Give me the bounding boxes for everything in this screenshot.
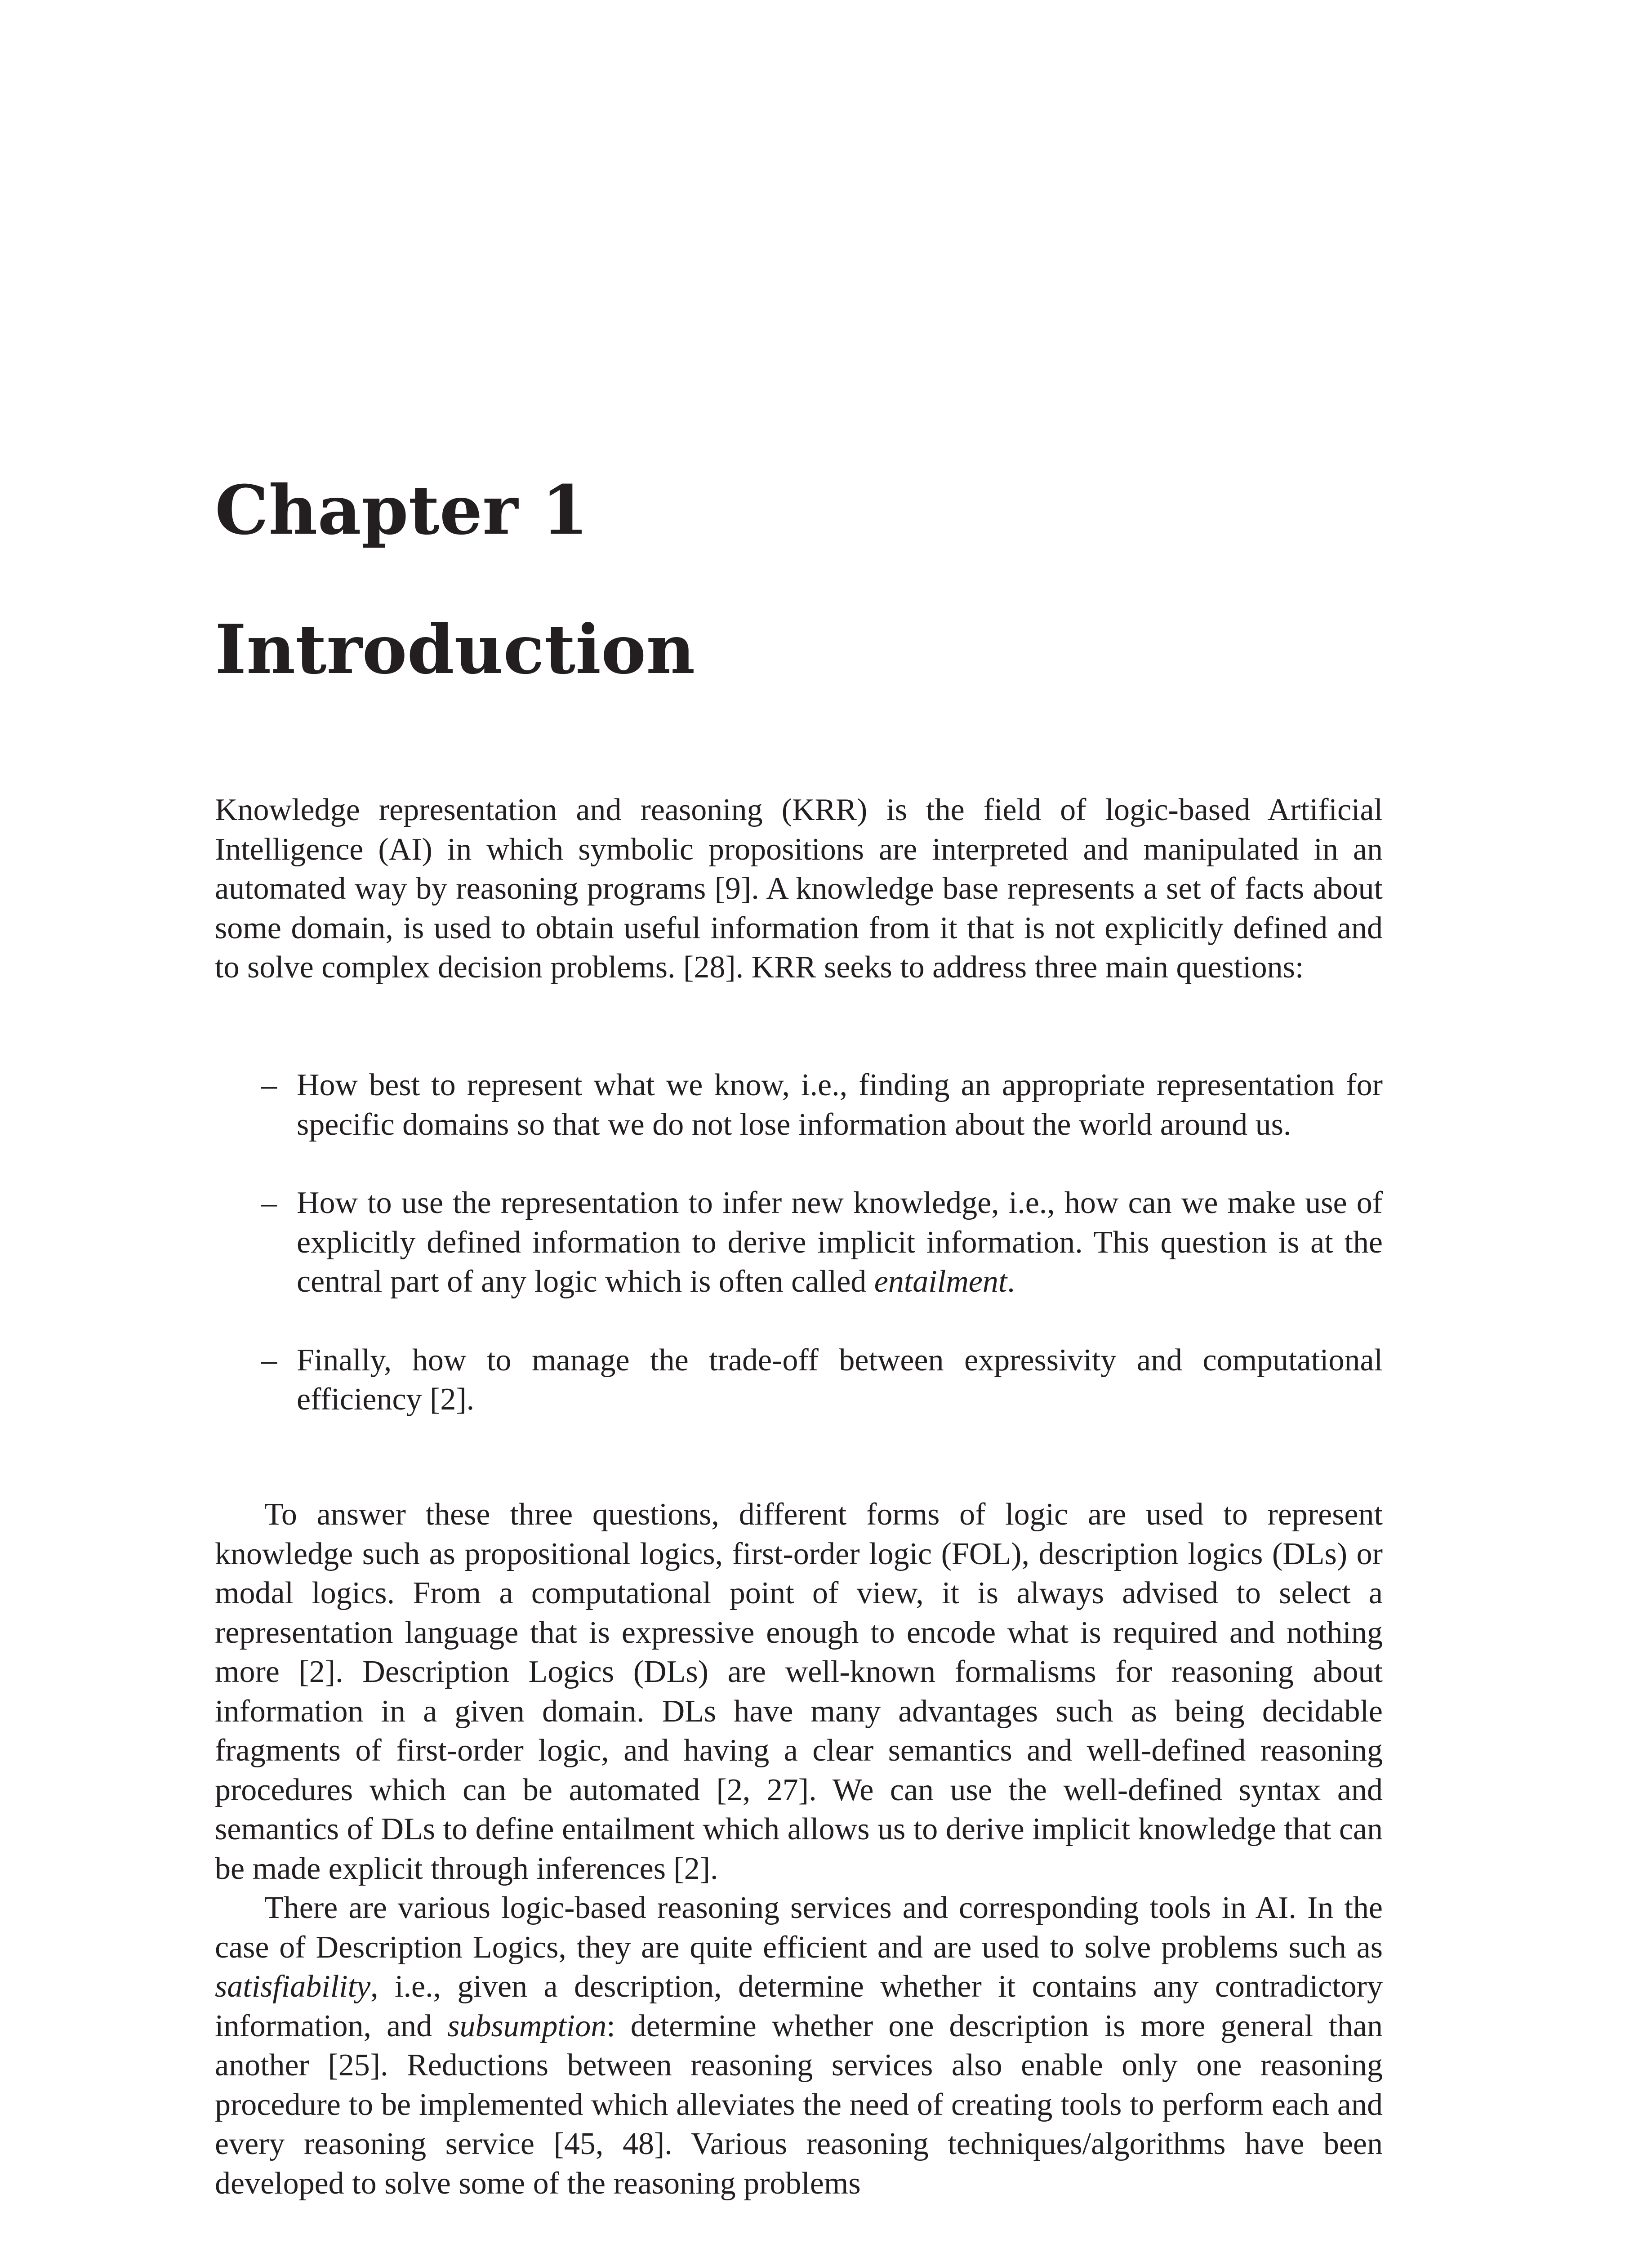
dash-marker: – [261, 1343, 277, 1378]
dash-marker: – [261, 1068, 277, 1102]
list-item-text: How best to represent what we know, i.e., finding an appropriate representation for specific domains so that we do not lose information about the world around us. [297, 1068, 1383, 1142]
intro-paragraph: Knowledge representation and reasoning (KRR) is the field of logic-based Artificial Intelligence (AI) in which symbolic propositions are interpreted and manipulated in an automated way by reasoning programs [9]. A knowledge base represents a set of facts about some domain, is used to obtain useful information from it that is not explicitly defined and to solve complex decision problems. [28]. KRR seeks to address three main questions: [215, 793, 1383, 985]
list-item [215, 1183, 1383, 1302]
question-list [215, 1066, 1383, 1459]
paragraph-text: , i.e., given a description, determine whether it contains any contradictory information, and [215, 1969, 1383, 2043]
intro-section [215, 790, 1383, 987]
paragraph-text: There are various logic-based reasoning services and corresponding tools in AI. In the case of Description Logics, they are quite efficient and are used to solve problems such as [215, 1891, 1383, 1965]
paragraph-3 [215, 1888, 1383, 2203]
list-item [215, 1066, 1383, 1144]
chapter-title: Introduction [215, 610, 695, 689]
list-item-text: Finally, how to manage the trade-off between expressivity and computational efficiency [2]. [297, 1343, 1383, 1417]
emphasized-term: subsumption [447, 2008, 607, 2043]
list-item [215, 1341, 1383, 1419]
chapter-label: Chapter 1 [215, 471, 588, 550]
emphasized-term: satisfiability [215, 1969, 371, 2004]
list-item-text-end: . [1007, 1264, 1015, 1299]
list-item-text: How to use the representation to infer new knowledge, i.e., how can we make use of explicitly defined information to derive implicit information. This question is at the central part of any logic which is often called [297, 1186, 1383, 1299]
emphasized-term: entailment [874, 1264, 1007, 1299]
paragraph-text: : determine whether one description is more general than another [25]. Reductions between reasoning services also enable only one reasoning procedure to be implemented which alleviates the need of creating tools to perform each and every reasoning service [45, 48]. Various reasoning techniques/algorithms have been developed to solve some of the reasoning problems [215, 2008, 1383, 2201]
body-section [215, 1495, 1383, 2203]
dash-marker: – [261, 1186, 277, 1220]
paragraph-2: To answer these three questions, different forms of logic are used to represent knowledge such as propositional logics, first-order logic (FOL), description logics (DLs) or modal logics. From a computational point of view, it is always advised to select a representation language that is expressive enough to encode what is required and nothing more [2]. Description Logics (DLs) are well-known formalisms for reasoning about information in a given domain. DLs have many advantages such as being decidable fragments of first-order logic, and having a clear semantics and well-defined reasoning procedures which can be automated [2, 27]. We can use the well-defined syntax and semantics of DLs to define entailment which allows us to derive implicit knowledge that can be made explicit through inferences [2]. [215, 1497, 1383, 1886]
